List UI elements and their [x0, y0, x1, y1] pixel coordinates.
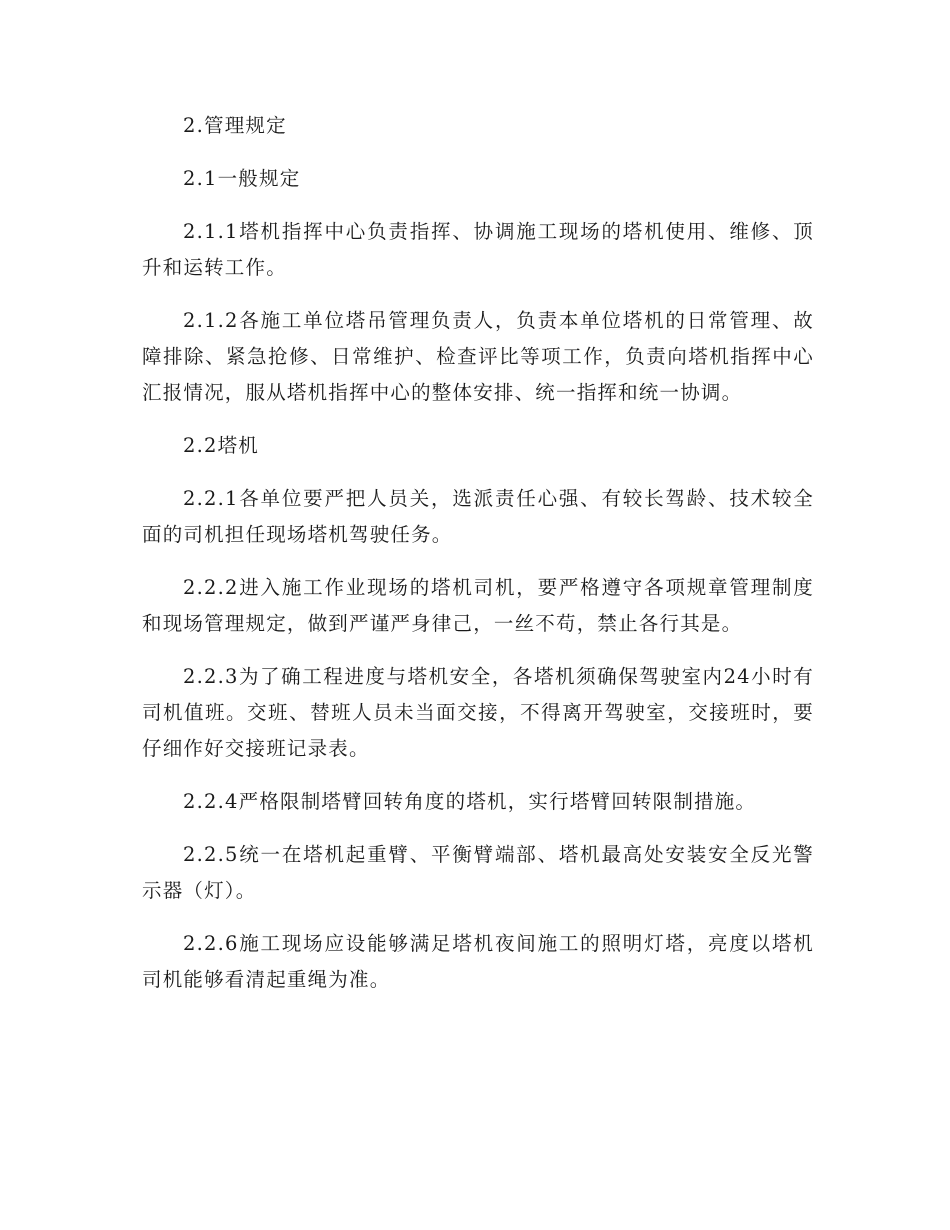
paragraph-2-2-2: 2.2.2进入施工作业现场的塔机司机，要严格遵守各项规章管理制度和现场管理规定，做到严谨严身律己，一丝不苟，禁止各行其是。: [142, 576, 814, 635]
section-heading-2-2: 2.2塔机: [183, 434, 260, 457]
section-heading-2-1: 2.1一般规定: [183, 167, 301, 190]
document-body: [142, 108, 814, 1015]
paragraph-2-1-1: 2.1.1塔机指挥中心负责指挥、协调施工现场的塔机使用、维修、顶升和运转工作。: [142, 220, 814, 279]
paragraph-2-2-5: 2.2.5统一在塔机起重臂、平衡臂端部、塔机最高处安装安全反光警示器（灯）。: [142, 843, 814, 902]
paragraph-2-1-2: 2.1.2各施工单位塔吊管理负责人，负责本单位塔机的日常管理、故障排除、紧急抢修、日常维护、检查评比等项工作，负责向塔机指挥中心汇报情况，服从塔机指挥中心的整体安排、统一指挥和统一协调。: [142, 309, 814, 404]
section-heading-2: 2.管理规定: [183, 114, 287, 137]
paragraph-2-2-3: 2.2.3为了确工程进度与塔机安全，各塔机须确保驾驶室内24小时有司机值班。交班、替班人员未当面交接，不得离开驾驶室，交接班时，要仔细作好交接班记录表。: [142, 665, 814, 760]
paragraph-2-2-4: 2.2.4严格限制塔臂回转角度的塔机，实行塔臂回转限制措施。: [183, 790, 757, 813]
paragraph-2-2-6: 2.2.6施工现场应设能够满足塔机夜间施工的照明灯塔，亮度以塔机司机能够看清起重绳为准。: [142, 932, 814, 991]
paragraph-2-2-1: 2.2.1各单位要严把人员关，选派责任心强、有较长驾龄、技术较全面的司机担任现场塔机驾驶任务。: [142, 487, 814, 546]
